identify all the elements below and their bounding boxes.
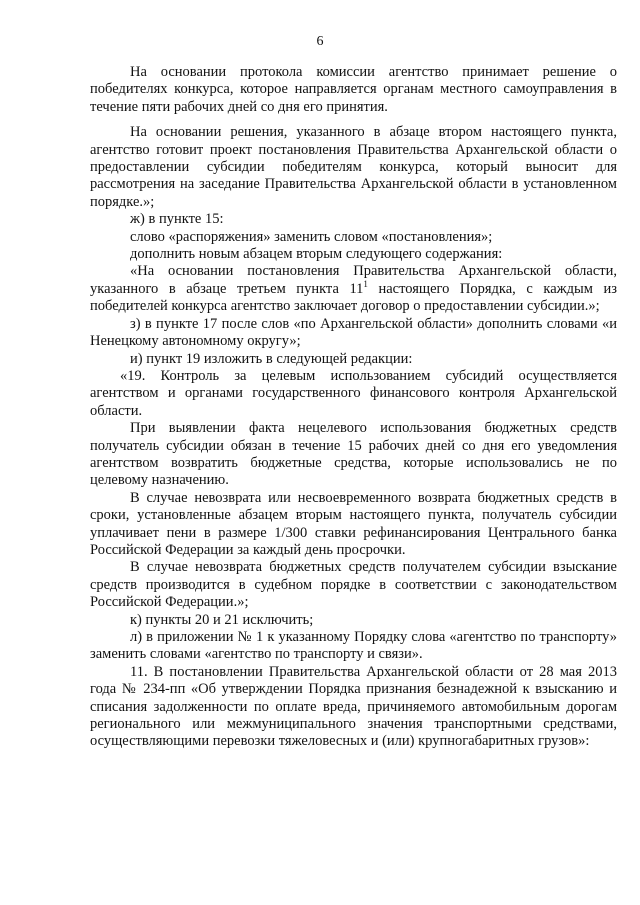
paragraph: «19. Контроль за целевым использованием субсидий осуществляется агентством и органами государственного финансового контроля Архангельской области. [90,367,617,419]
paragraph: На основании протокола комиссии агентство принимает решение о победителях конкурса, которое направляется органам местного самоуправления в течение пяти рабочих дней со дня его принятия. [90,64,617,115]
paragraph: и) пункт 19 изложить в следующей редакции: [130,350,413,367]
paragraph: з) в пункте 17 после слов «по Архангельской области» дополнить словами «и Ненецкому автономному округу»; [90,315,617,350]
paragraph-text: настоящего Порядка, с каждым из победителей конкурса агентство заключает договор о предоставлении субсидии.»; [90,280,617,315]
paragraph: В случае невозврата или несвоевременного возврата бюджетных средств в сроки, установленные абзацем вторым настоящего пункта, получатель субсидии уплачивает пени в размере 1/300 ставки рефинансирования Центрального банка Российской Федерации за каждый день просрочки. [90,489,617,558]
paragraph: ж) в пункте 15: [130,211,224,228]
paragraph: На основании решения, указанного в абзаце втором настоящего пункта, агентство готовит проект постановления Правительства Архангельской области о предоставлении субсидии победителям конкурса, который выносит для рассмотрения на заседание Правительства Архангельской области в установленном порядке.»; [90,124,617,210]
paragraph: л) в приложении № 1 к указанному Порядку слова «агентство по транспорту» заменить словами «агентство по транспорту и связи». [90,629,617,663]
document-body [90,64,617,751]
paragraph: дополнить новым абзацем вторым следующего содержания: [130,246,503,263]
superscript: 1 [363,279,368,290]
page-number: 6 [316,34,324,49]
paragraph: При выявлении факта нецелевого использования бюджетных средств получатель субсидии обязан в течение 15 рабочих дней со дня его уведомления агентством возвратить бюджетные средства, которые использовались не по целевому назначению. [90,420,617,489]
paragraph: слово «распоряжения» заменить словом «постановления»; [130,228,493,245]
paragraph [90,263,617,315]
paragraph: к) пункты 20 и 21 исключить; [130,611,314,628]
paragraph: В случае невозврата бюджетных средств получателем субсидии взыскание средств производится в судебном порядке в соответствии с законодательством Российской Федерации.»; [90,559,617,611]
paragraph: 11. В постановлении Правительства Архангельской области от 28 мая 2013 года № 234-пп «Об утверждении Порядка признания безнадежной к взысканию и списания задолженности по оплате вреда, причиняемого автомобильным дорогам регионального или межмуниципального значения транспортными средствами, осуществляющими перевозки тяжеловесных и (или) крупногабаритных грузов»: [90,663,617,750]
paragraph-text: «На основании постановления Правительства Архангельской области, указанного в абзаце третьем пункта 11 [90,263,617,297]
